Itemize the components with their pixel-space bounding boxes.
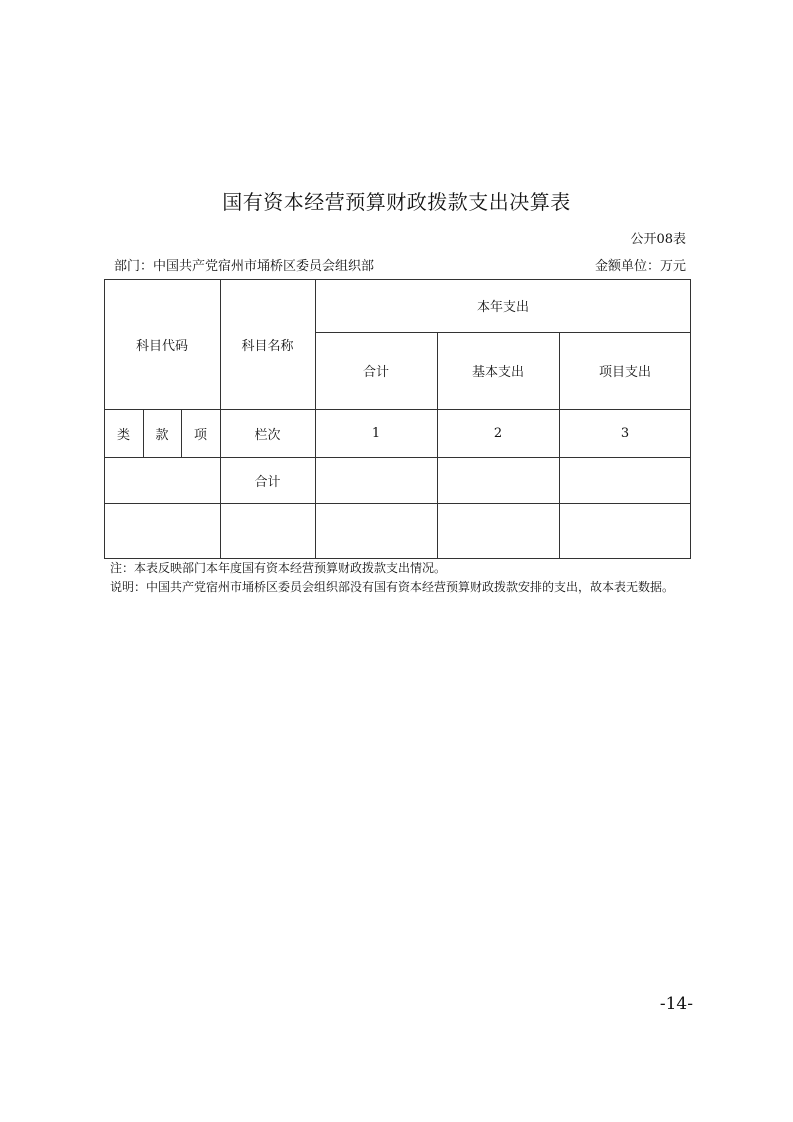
- row-total-label: 合计: [254, 474, 281, 490]
- table-rule: [104, 503, 691, 504]
- col-item: 项: [193, 427, 207, 443]
- header-project-expenditure: 项目支出: [598, 365, 651, 380]
- col-number-3: 3: [620, 425, 630, 441]
- amount-unit-label: 金额单位：万元: [594, 259, 686, 274]
- header-current-year-expenditure: 本年支出: [476, 300, 529, 315]
- header-subject-name: 科目名称: [241, 338, 294, 354]
- header-subject-code: 科目代码: [135, 338, 188, 354]
- header-basic-expenditure: 基本支出: [471, 365, 524, 380]
- expenditure-table: [104, 279, 691, 559]
- col-number-1: 1: [371, 425, 381, 441]
- col-class: 类: [116, 427, 130, 443]
- header-total: 合计: [362, 365, 389, 380]
- document-title: 国有资本经营预算财政拨款支出决算表: [222, 190, 571, 214]
- form-number: 公开08表: [630, 232, 686, 247]
- col-number-2: 2: [493, 425, 503, 441]
- department-label: 部门：中国共产党宿州市埇桥区委员会组织部: [114, 259, 375, 274]
- col-order: 栏次: [254, 427, 281, 443]
- table-rule: [104, 457, 691, 458]
- col-section: 款: [155, 427, 169, 443]
- table-note: 注：本表反映部门本年度国有资本经营预算财政拨款支出情况。: [110, 561, 447, 575]
- table-explanation: 说明：中国共产党宿州市埇桥区委员会组织部没有国有资本经营预算财政拨款安排的支出，故本表无数据。: [110, 580, 675, 594]
- page-number: -14-: [659, 994, 693, 1014]
